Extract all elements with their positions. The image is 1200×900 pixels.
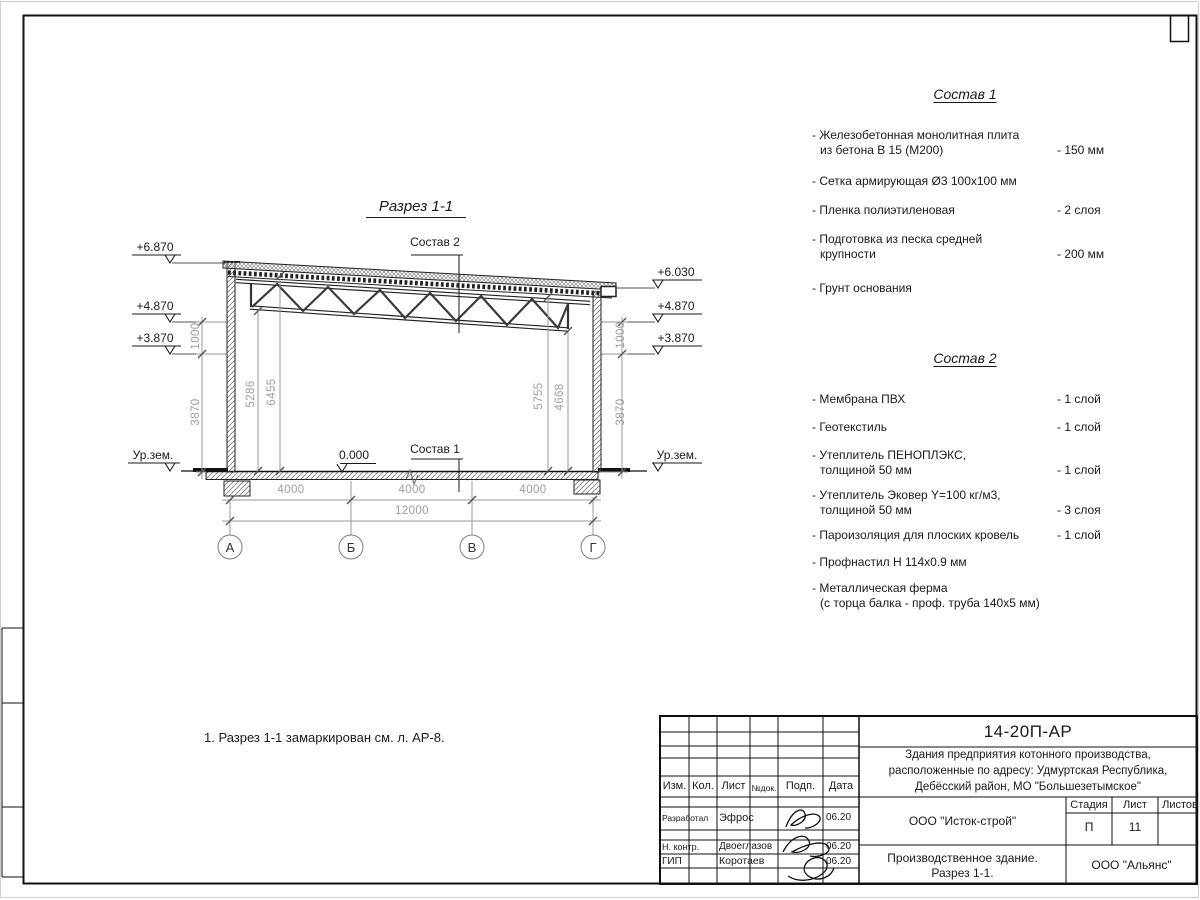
dim-3870-left: 3870 [190, 398, 202, 426]
elevation-left-2: +4.870 [136, 299, 174, 313]
role-nkontr: Н. контр. [662, 842, 700, 852]
stage-header: Стадия [1070, 799, 1108, 811]
list-item: - Подготовка из песка средней крупности - 200 мм [812, 232, 1105, 261]
list-item: - Пленка полиэтиленовая - 2 слоя [812, 203, 1101, 217]
composition-1-title: Состав 1 [933, 86, 997, 102]
composition-1-list [810, 86, 1195, 306]
col-header-podp: Подп. [785, 780, 816, 792]
margin-cells [2, 628, 23, 877]
dim-span-1: 4000 [277, 484, 305, 496]
date-gip: 06.20 [826, 856, 852, 867]
document-number: 14-20П-АР [983, 722, 1073, 741]
composition-2-title: Состав 2 [933, 350, 997, 366]
wall-right [593, 292, 601, 472]
floor-slab [206, 470, 598, 484]
elevation-right-3: +3.870 [657, 331, 695, 345]
list-item: - Геотекстиль - 1 слой [812, 420, 1101, 434]
dim-5755: 5755 [533, 382, 545, 410]
role-razrabotal: Разработал [662, 813, 709, 823]
dim-1000-right: 1000 [615, 321, 627, 349]
list-item: - Сетка армирующая Ø3 100х100 мм [812, 174, 1017, 188]
composition-2-list [810, 350, 1195, 615]
wall-left [227, 262, 235, 472]
col-header-izm: Изм. [662, 780, 687, 792]
col-header-list: Лист [721, 780, 746, 792]
roof-layers-label: Состав 2 [410, 235, 460, 249]
roof-edge-beam [601, 287, 616, 297]
axis-a: А [225, 540, 235, 555]
sheet-note: 1. Разрез 1-1 замаркирован см. л. АР-8. [204, 730, 445, 745]
sheets-header: Листов [1162, 799, 1198, 811]
list-item: - Утеплитель ПЕНОПЛЭКС, толщиной 50 мм - 1 слой [812, 448, 1101, 477]
date-nkontr: 06.20 [826, 841, 852, 852]
col-header-data: Дата [828, 780, 854, 792]
signature-efros [786, 810, 820, 828]
zero-elevation-label: 0.000 [338, 448, 370, 462]
corner-stamp-box [1171, 16, 1189, 42]
list-item: - Профнастил Н 114х0.9 мм [812, 555, 967, 569]
signature-dvoeglazov [783, 836, 829, 856]
name-korotaev: Коротаев [719, 855, 765, 867]
name-dvoeglazov: Двоеглазов [719, 841, 773, 852]
dim-6455: 6455 [266, 378, 278, 406]
sheet-header: Лист [1123, 799, 1147, 811]
object-title-line2: Разрез 1-1. [931, 866, 994, 880]
ground-label-right: Ур.зем. [656, 448, 698, 462]
foundation-right [574, 480, 600, 494]
elevation-left-3: +3.870 [136, 331, 174, 345]
project-name-line2: расположенные по адресу: Удмуртская Республика, [888, 765, 1168, 777]
col-header-ndoc: №док. [751, 783, 777, 793]
date-razrabotal: 06.20 [826, 812, 852, 823]
col-header-kol: Кол. [692, 780, 714, 792]
list-item: - Металлическая ферма (с торца балка - проф. труба 140х5 мм) [812, 581, 1040, 610]
stage-value: П [1084, 820, 1094, 834]
sheet-number-value: 11 [1128, 820, 1142, 834]
name-efros: Эфрос [719, 812, 754, 824]
dim-3870-right: 3870 [615, 398, 627, 426]
foundation-left [224, 481, 250, 496]
role-gip: ГИП [662, 856, 682, 867]
dim-4668: 4668 [554, 383, 566, 411]
list-item: - Утеплитель Эковер Y=100 кг/м3, толщиной 50 мм - 3 слоя [812, 488, 1101, 517]
list-item: - Железобетонная монолитная плита из бетона В 15 (М200) - 150 мм [812, 128, 1105, 157]
list-item: - Пароизоляция для плоских кровель - 1 слой [812, 528, 1101, 542]
elevation-left-1: +6.870 [136, 240, 174, 254]
dim-1000-left: 1000 [190, 322, 202, 350]
dim-total: 12000 [395, 505, 429, 517]
list-item: - Грунт основания [812, 281, 912, 295]
axis-v: В [467, 540, 477, 555]
list-item: - Мембрана ПВХ - 1 слой [812, 392, 1101, 406]
axis-b: Б [346, 540, 356, 555]
project-name-line1: Здания предприятия котонного производства, [905, 749, 1151, 761]
axis-g: Г [589, 540, 597, 555]
dim-span-3: 4000 [519, 484, 547, 496]
elevation-right-1: +6.030 [657, 265, 695, 279]
ground-label-left: Ур.зем. [132, 448, 174, 462]
company-name: ООО "Альянс" [1091, 858, 1172, 872]
floor-layers-label: Состав 1 [410, 442, 460, 456]
project-name-line3: Дебёсский район, МО "Большезетымское" [915, 781, 1141, 793]
dim-span-2: 4000 [398, 484, 426, 496]
dim-5286: 5286 [245, 380, 257, 408]
object-title-line1: Производственное здание. [887, 851, 1038, 865]
elevation-right-2: +4.870 [657, 299, 695, 313]
contractor-name: ООО "Исток-строй" [908, 814, 1017, 828]
section-title: Разрез 1-1 [366, 198, 466, 218]
